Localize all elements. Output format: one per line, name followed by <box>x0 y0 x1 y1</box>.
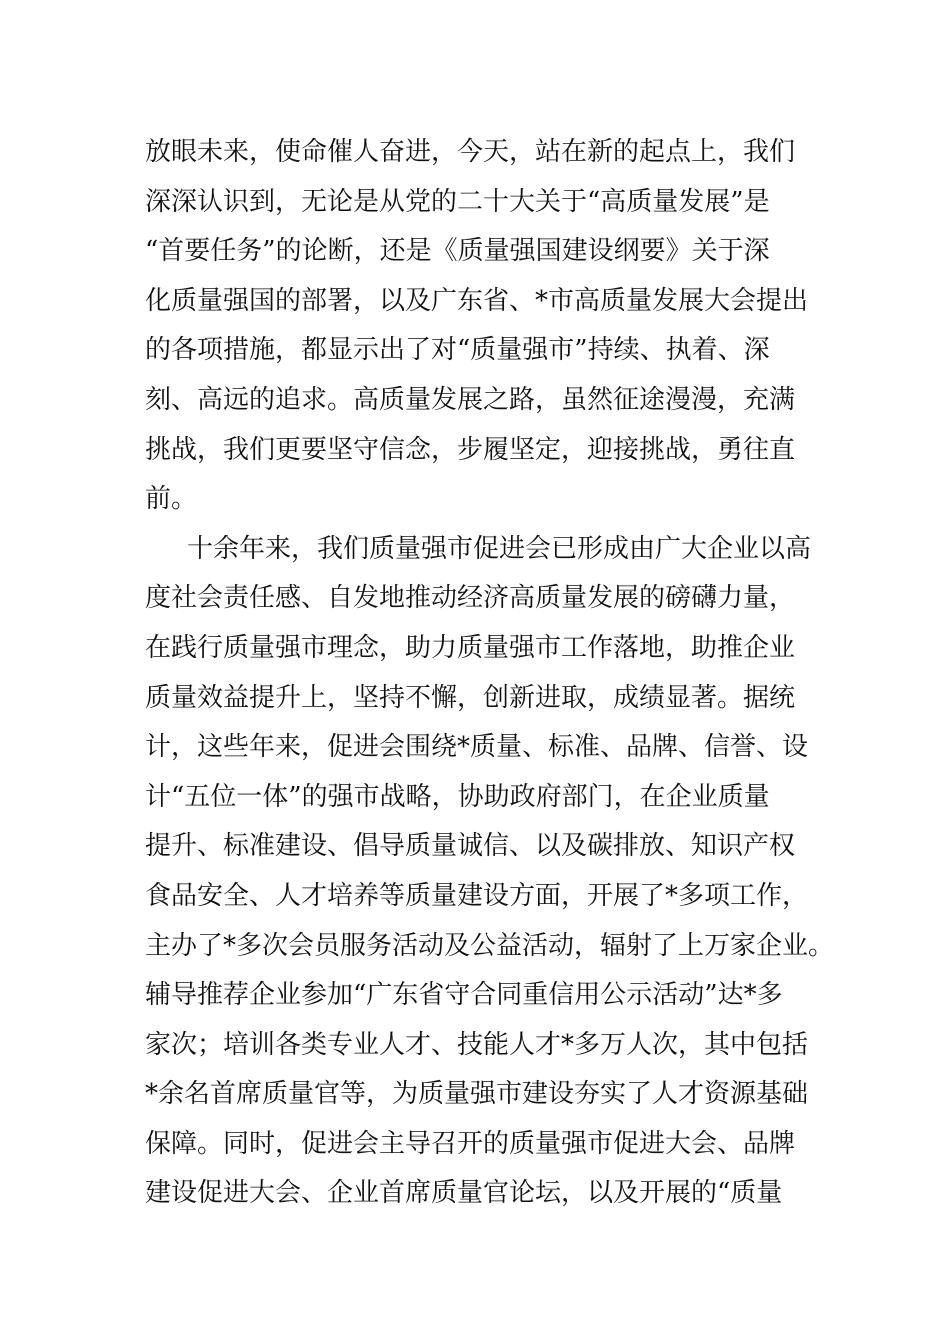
text-line: 辅导推荐企业参加“广东省守合同重信用公示活动”达*多 <box>145 980 783 1011</box>
text-line: 提升、标准建设、倡导质量诚信、以及碳排放、知识产权 <box>145 831 796 862</box>
text-line: 十余年来，我们质量强市促进会已形成由广大企业以高 <box>187 533 812 564</box>
text-line: 计“五位一体”的强市战略，协助政府部门，在企业质量 <box>145 781 770 812</box>
text-line: 挑战，我们更要坚守信念，步履坚定，迎接挑战，勇往直 <box>145 434 796 465</box>
text-line: 深深认识到，无论是从党的二十大关于“高质量发展”是 <box>145 186 770 217</box>
text-line: 前。 <box>145 484 198 515</box>
text-line: 食品安全、人才培养等质量建设方面，开展了*多项工作， <box>145 880 809 911</box>
paragraph-2 <box>145 525 835 1219</box>
text-line: *余名首席质量官等，为质量强市建设夯实了人才资源基础 <box>145 1079 809 1110</box>
text-line: 放眼未来，使命催人奋进，今天，站在新的起点上，我们 <box>145 137 796 167</box>
text-line: 保障。同时，促进会主导召开的质量强市促进大会、品牌 <box>145 1128 796 1159</box>
document-body <box>145 128 835 1219</box>
text-line: 家次；培训各类专业人才、技能人才*多万人次，其中包括 <box>145 1029 809 1060</box>
text-line: 质量效益提升上，坚持不懈，创新进取，成绩显著。据统 <box>145 682 796 713</box>
text-line: 刻、高远的追求。高质量发展之路，虽然征途漫漫，充满 <box>145 384 796 415</box>
text-line: 度社会责任感、自发地推动经济高质量发展的磅礴力量， <box>145 583 796 614</box>
text-line: 化质量强国的部署，以及广东省、*市高质量发展大会提出 <box>145 285 809 316</box>
text-line: 主办了*多次会员服务活动及公益活动，辐射了上万家企业。 <box>145 930 835 961</box>
text-line: 建设促进大会、企业首席质量官论坛，以及开展的“质量 <box>145 1178 783 1209</box>
text-line: 的各项措施，都显示出了对“质量强市”持续、执着、深 <box>145 335 770 366</box>
text-line: 计，这些年来，促进会围绕*质量、标准、品牌、信誉、设 <box>145 732 809 763</box>
text-line: 在践行质量强市理念，助力质量强市工作落地，助推企业 <box>145 632 796 663</box>
text-line: “首要任务”的论断，还是《质量强国建设纲要》关于深 <box>145 236 770 267</box>
paragraph-1 <box>145 128 825 525</box>
